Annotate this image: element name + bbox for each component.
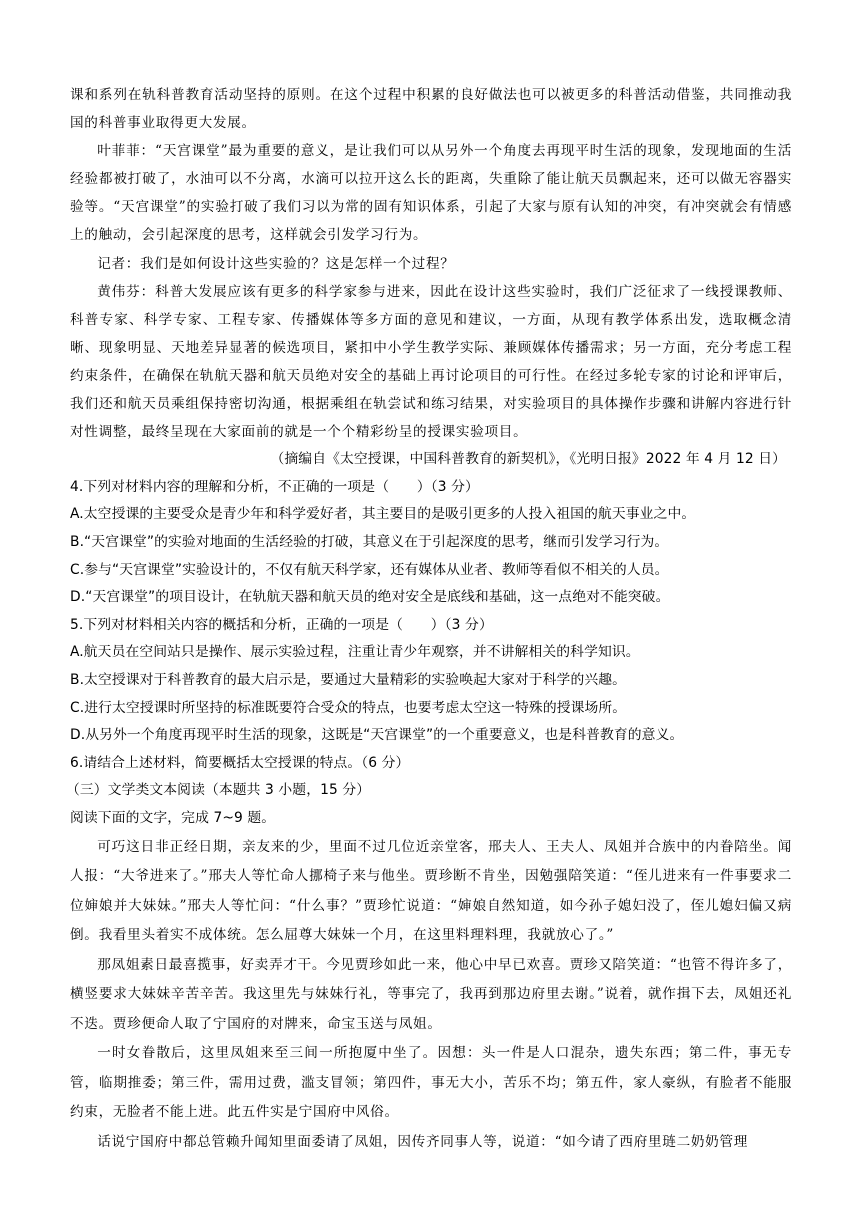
article-paragraph: 记者：我们是如何设计这些实验的？这是怎样一个过程？ <box>97 255 455 272</box>
literary-paragraph: 可巧这日非正经日期，亲友来的少，里面不过几位近亲堂客，邢夫人、王夫人、凤姐并合族中的内眷陪坐。闻人报：“大爷进来了。”邢夫人等忙命人挪椅子来与他坐。贾珍断不肯坐，因勉强陪笑道：“侄儿进来有一件事要求二位婶娘并大妹妹。”邢夫人等忙问：“什么事？”贾珍忙说道：“婶娘自然知道，如今孙子媳妇没了，侄儿媳妇偏又病倒。我看里头着实不成体统。怎么屈尊大妹妹一个月，在这里料理料理，我就放心了。” <box>70 838 792 944</box>
reading-instruction: 阅读下面的文字，完成 7~9 题。 <box>70 809 276 826</box>
question-4-option-d: D.“天宫课堂”的项目设计，在轨航天器和航天员的绝对安全是底线和基础，这一点绝对不能突破。 <box>70 589 670 606</box>
question-4-option-a: A.太空授课的主要受众是青少年和科学爱好者，其主要目的是吸引更多的人投入祖国的航天事业之中。 <box>70 506 696 523</box>
literary-paragraph: 那凤姐素日最喜揽事，好卖弄才干。今见贾珍如此一来，他心中早已欢喜。贾珍又陪笑道：“也管不得许多了，横竖要求大妹妹辛苦辛苦。我这里先与妹妹行礼，等事完了，我再到那边府里去谢。”说着，就作揖下去，凤姐还礼不迭。贾珍便命人取了宁国府的对牌来，命宝玉送与凤姐。 <box>70 956 792 1032</box>
question-5-option-d: D.从另外一个角度再现平时生活的现象，这既是“天宫课堂”的一个重要意义，也是科普教育的意义。 <box>70 727 684 744</box>
article-paragraph: 课和系列在轨科普教育活动坚持的原则。在这个过程中积累的良好做法也可以被更多的科普活动借鉴，共同推动我国的科普事业取得更大发展。 <box>70 87 792 132</box>
question-4-stem: 4.下列对材料内容的理解和分析，不正确的一项是（ ）（3 分） <box>70 478 479 495</box>
question-4-option-c: C.参与“天宫课堂”实验设计的，不仅有航天科学家，还有媒体从业者、教师等看似不相关的人员。 <box>70 561 669 578</box>
question-6-stem: 6.请结合上述材料，简要概括太空授课的特点。（6 分） <box>70 754 410 771</box>
literary-paragraph: 一时女眷散后，这里凤姐来至三间一所抱厦中坐了。因想：头一件是人口混杂，遗失东西；第二件，事无专管，临期推委；第三件，需用过费，滥支冒领；第四件，事无大小，苦乐不均；第五件，家人豪纵，有脸者不能服约束，无脸者不能上进。此五件实是宁国府中风俗。 <box>70 1045 792 1121</box>
article-paragraph: 黄伟芬：科普大发展应该有更多的科学家参与进来，因此在设计这些实验时，我们广泛征求了一线授课教师、科普专家、科学专家、工程专家、传播媒体等多方面的意见和建议，一方面，从现有教学体系出发，选取概念清晰、现象明显、天地差异显著的候选项目，紧扣中小学生教学实际、兼顾媒体传播需求；另一方面，充分考虑工程约束条件，在确保在轨航天器和航天员绝对安全的基础上再讨论项目的可行性。在经过多轮专家的讨论和评审后，我们还和航天员乘组保持密切沟通，根据乘组在轨尝试和练习结果，对实验项目的具体操作步骤和讲解内容进行针对性调整，最终呈现在大家面前的就是一个个精彩纷呈的授课实验项目。 <box>70 283 792 441</box>
question-4-option-b: B.“天宫课堂”的实验对地面的生活经验的打破，其意义在于引起深度的思考，继而引发学习行为。 <box>70 534 669 550</box>
article-source: （摘编自《太空授课，中国科普教育的新契机》，《光明日报》2022 年 4 月 12 日） <box>270 451 786 468</box>
section-heading: （三）文学类文本阅读（本题共 3 小题，15 分） <box>66 782 371 799</box>
exam-page <box>66 87 792 1157</box>
question-5-option-a: A.航天员在空间站只是操作、展示实验过程，注重让青少年观察，并不讲解相关的科学知识。 <box>70 644 640 661</box>
literary-paragraph: 话说宁国府中都总管赖升闻知里面委请了凤姐，因传齐同事人等，说道：“如今请了西府里琏二奶奶管理 <box>97 1133 749 1150</box>
question-5-option-b: B.太空授课对于科普教育的最大启示是，要通过大量精彩的实验唤起大家对于科学的兴趣。 <box>70 671 627 688</box>
question-5-stem: 5.下列对材料相关内容的概括和分析，正确的一项是（ ）（3 分） <box>70 616 493 633</box>
question-5-option-c: C.进行太空授课时所坚持的标准既要符合受众的特点，也要考虑太空这一特殊的授课场所。 <box>70 699 627 716</box>
article-paragraph: 叶菲菲：“天宫课堂”最为重要的意义，是让我们可以从另外一个角度去再现平时生活的现象，发现地面的生活经验都被打破了，水油可以不分离，水滴可以拉开这么长的距离，失重除了能让航天员飘起来，还可以做无容器实验等。“天宫课堂”的实验打破了我们习以为常的固有知识体系，引起了大家与原有认知的冲突，有冲突就会有情感上的触动，会引起深度的思考，这样就会引发学习行为。 <box>70 143 792 244</box>
